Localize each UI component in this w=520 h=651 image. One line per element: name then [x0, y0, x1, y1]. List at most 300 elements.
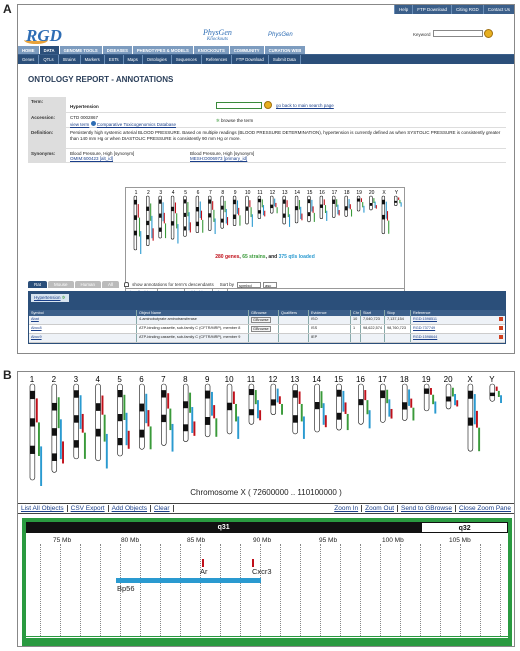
- physgen-logo[interactable]: [203, 28, 232, 42]
- gene-track[interactable]: [163, 202, 164, 221]
- gene-track[interactable]: [386, 390, 388, 403]
- qtl-track[interactable]: [303, 416, 305, 438]
- strain-track[interactable]: [257, 400, 259, 418]
- rgd-logo[interactable]: RGD: [26, 26, 62, 45]
- qtl-track[interactable]: [237, 416, 239, 438]
- gene-track[interactable]: [287, 200, 288, 207]
- chromosome-label: 10: [244, 190, 251, 196]
- strain-track[interactable]: [399, 200, 400, 203]
- remove-icon[interactable]: [499, 335, 503, 339]
- strain-track[interactable]: [387, 211, 388, 220]
- table-row: [29, 316, 505, 325]
- gbrowse-link-text: GBrowse: [253, 318, 269, 322]
- strain-track[interactable]: [213, 405, 215, 418]
- symbol-link[interactable]: [29, 334, 137, 342]
- nav-knockouts[interactable]: KNOCKOUTS: [194, 46, 229, 54]
- qtl-track[interactable]: [401, 202, 402, 206]
- gene-track[interactable]: [311, 200, 312, 212]
- cytoband: [295, 206, 298, 210]
- cytoband: [468, 391, 473, 399]
- synonym-item: Blood Pressure, High [synonym]: [70, 151, 135, 156]
- back-to-search-link[interactable]: go back to main search page: [276, 103, 334, 108]
- gene-track[interactable]: [187, 202, 188, 216]
- table-row: [29, 334, 505, 343]
- caption-box: [31, 294, 69, 302]
- strain-track[interactable]: [410, 399, 412, 408]
- gene-track[interactable]: [211, 392, 213, 416]
- col-evidence[interactable]: Evidence: [309, 310, 351, 316]
- chromosome-ideogram[interactable]: [96, 384, 101, 461]
- synonym-item: Blood Pressure, High [synonym]: [190, 151, 255, 156]
- strain-track[interactable]: [38, 422, 40, 456]
- zoom-pane: [22, 518, 512, 646]
- nav-phenotypes[interactable]: PHENOTYPES & MODELS: [133, 46, 193, 54]
- qtl-track[interactable]: [215, 218, 216, 234]
- csv-export-button[interactable]: CSV Export: [68, 505, 109, 512]
- cytoband: [208, 213, 211, 217]
- search-go-icon[interactable]: [484, 29, 493, 38]
- strain-track[interactable]: [104, 415, 106, 442]
- gene-track[interactable]: [452, 388, 454, 397]
- stop: [385, 325, 411, 333]
- qtl-track[interactable]: [388, 221, 389, 234]
- gene-track[interactable]: [123, 395, 125, 420]
- cytoband: [159, 228, 162, 232]
- qualifiers: [279, 334, 309, 342]
- start-text: 7,040,723: [363, 317, 380, 321]
- col-chr[interactable]: Chr: [353, 311, 360, 315]
- gene-track[interactable]: [386, 202, 387, 219]
- strain-track[interactable]: [375, 202, 376, 208]
- keyword-input[interactable]: [433, 30, 483, 37]
- strain-track[interactable]: [82, 414, 84, 433]
- qtl-track[interactable]: [239, 215, 240, 225]
- gbrowse-link[interactable]: [249, 325, 279, 333]
- gene-track[interactable]: [299, 200, 300, 209]
- qtl-track[interactable]: [202, 220, 203, 233]
- descendants-checkbox[interactable]: [124, 282, 129, 287]
- object-name-text: 4-aminobutyrate aminotransferase: [139, 317, 197, 321]
- gene-track[interactable]: [364, 390, 366, 400]
- chromosome-label: 9: [204, 375, 210, 384]
- qtl-track[interactable]: [376, 205, 377, 209]
- chromosome-ideogram[interactable]: [446, 384, 451, 409]
- qtl-track[interactable]: [128, 431, 130, 449]
- term-search-go-icon[interactable]: [264, 101, 272, 109]
- nav-diseases[interactable]: DISEASES: [103, 46, 132, 54]
- symbol-link[interactable]: [29, 325, 137, 333]
- ctd-link[interactable]: Comparative Toxicogenomics Database: [96, 122, 177, 127]
- qtl-track[interactable]: [153, 228, 154, 240]
- qtl-track[interactable]: [369, 410, 371, 428]
- gene-track[interactable]: [212, 201, 213, 210]
- strain-track[interactable]: [189, 212, 190, 230]
- qtl-track[interactable]: [478, 428, 480, 452]
- grid-line: [300, 544, 301, 636]
- chromosome-label: X: [382, 190, 386, 196]
- cytoband: [249, 409, 254, 415]
- gene-track[interactable]: [342, 391, 344, 412]
- chromosome-label: 10: [224, 375, 234, 384]
- gene-track[interactable]: [167, 393, 169, 408]
- tab-human[interactable]: Human: [75, 281, 102, 288]
- col-start[interactable]: Start: [361, 310, 385, 316]
- qtl-track[interactable]: [289, 214, 290, 227]
- cytoband: [271, 399, 276, 405]
- nav-curation-web[interactable]: CURATION WEB: [265, 46, 306, 54]
- qtl-label-bp56[interactable]: Bp56: [117, 584, 135, 593]
- qtl-track[interactable]: [326, 211, 327, 221]
- citing-link[interactable]: Citing RGD: [451, 5, 483, 14]
- chromosome-ideogram[interactable]: [171, 196, 174, 239]
- strain-track[interactable]: [275, 203, 276, 207]
- nav-home[interactable]: HOME: [18, 46, 39, 54]
- gene-track[interactable]: [277, 389, 279, 403]
- gbrowse-link[interactable]: [249, 316, 279, 324]
- qtl-track[interactable]: [412, 408, 414, 421]
- strain-track[interactable]: [350, 204, 351, 209]
- qtl-track[interactable]: [227, 217, 228, 225]
- gene-track[interactable]: [398, 197, 399, 199]
- definition-row: [28, 128, 506, 149]
- nav-genome-tools[interactable]: GENOME TOOLS: [60, 46, 102, 54]
- help-link[interactable]: Help: [394, 5, 412, 14]
- ruler-tick-label: 105 Mb: [449, 537, 471, 544]
- qtl-track[interactable]: [190, 222, 191, 232]
- col-object-name[interactable]: Object Name: [137, 310, 249, 316]
- strain-track[interactable]: [238, 208, 239, 215]
- loaded-sep-1: ,: [239, 254, 241, 260]
- strain-track[interactable]: [263, 205, 264, 215]
- cytoband: [359, 399, 364, 405]
- ftp-link[interactable]: FTP Download: [412, 5, 451, 14]
- strain-track[interactable]: [432, 395, 434, 404]
- gene-track[interactable]: [373, 198, 374, 203]
- gene-label-cxcr3[interactable]: Cxcr3: [252, 567, 272, 576]
- cytoband: [270, 205, 273, 208]
- qualifiers: [279, 316, 309, 324]
- gene-marker-cxcr3[interactable]: [252, 559, 254, 567]
- ruler-tick-label: 85 Mb: [187, 537, 206, 544]
- cytoband: [96, 403, 101, 411]
- cytoband: [320, 205, 323, 208]
- tab-all[interactable]: All: [102, 281, 119, 288]
- chromosome-ideogram[interactable]: [221, 196, 224, 228]
- strain-track[interactable]: [388, 399, 390, 416]
- chr-text: 1: [353, 326, 356, 330]
- chromosome-label: 5: [117, 375, 122, 384]
- gene-track[interactable]: [324, 199, 325, 205]
- subnav-maps[interactable]: Maps: [124, 55, 143, 64]
- col-gbrowse[interactable]: GBrowse: [249, 310, 279, 316]
- strain-track[interactable]: [454, 394, 456, 405]
- strain-track[interactable]: [139, 218, 140, 237]
- sort-select[interactable]: symbol: [237, 282, 261, 288]
- cytoband: [221, 206, 224, 210]
- subnav-ontologies[interactable]: Ontologies: [143, 55, 172, 64]
- chromosome-ideogram[interactable]: [140, 384, 145, 449]
- subnav-qtls[interactable]: QTLs: [39, 55, 58, 64]
- cytoband: [184, 226, 187, 230]
- cytoband: [161, 390, 166, 397]
- tab-rat[interactable]: Rat: [28, 281, 47, 288]
- term-info: [28, 97, 506, 163]
- accession-label: Accession:: [28, 113, 66, 127]
- cytoband: [171, 221, 174, 225]
- gene-track[interactable]: [233, 391, 235, 403]
- col-symbol[interactable]: Symbol: [29, 310, 137, 316]
- chromosome-ideogram[interactable]: [380, 384, 385, 422]
- cytoband: [30, 418, 35, 426]
- subnav-genes[interactable]: Genes: [18, 55, 39, 64]
- nav-data[interactable]: DATA: [40, 46, 59, 54]
- chromosome-label: 9: [233, 190, 237, 196]
- mb-ruler: [26, 537, 508, 545]
- qtl-track[interactable]: [172, 424, 174, 452]
- strain-track[interactable]: [288, 207, 289, 217]
- browse-term-label: browse the term: [221, 118, 254, 123]
- cytoband: [96, 429, 101, 437]
- gene-track[interactable]: [102, 396, 104, 415]
- grid-line: [360, 544, 361, 636]
- strain-track[interactable]: [345, 402, 347, 414]
- term-search-input[interactable]: [216, 102, 262, 109]
- list-all-objects-button[interactable]: List All Objects: [18, 505, 68, 512]
- gene-label-ar[interactable]: Ar: [200, 567, 208, 576]
- strain-track[interactable]: [147, 410, 149, 426]
- strain-track[interactable]: [191, 407, 193, 433]
- subnav-markers[interactable]: Markers: [81, 55, 105, 64]
- add-objects-button[interactable]: Add Objects: [109, 505, 151, 512]
- cytoband: [382, 215, 385, 220]
- gene-track[interactable]: [175, 202, 176, 213]
- stop-text: 98,760,723: [387, 326, 407, 330]
- omim-link[interactable]: OMIM:600423 [alt_id]: [70, 156, 114, 161]
- cytoband: [161, 415, 166, 422]
- remove-icon[interactable]: [499, 326, 503, 330]
- strain-track[interactable]: [362, 202, 363, 207]
- zoom-scrollbar[interactable]: [26, 637, 508, 643]
- qtl-track[interactable]: [264, 211, 265, 217]
- strain-track[interactable]: [60, 419, 62, 459]
- qtl-track[interactable]: [301, 214, 302, 221]
- species-tabs: [28, 281, 277, 288]
- cytoband: [258, 199, 261, 202]
- strain-track[interactable]: [151, 216, 152, 238]
- gene-marker-ar[interactable]: [202, 559, 204, 567]
- gene-track[interactable]: [299, 391, 301, 403]
- caption-term-link[interactable]: Hypertension: [34, 295, 61, 300]
- qualifiers: [279, 325, 309, 333]
- qtl-track[interactable]: [215, 418, 217, 436]
- table-row: [29, 325, 505, 334]
- gene-track[interactable]: [225, 201, 226, 212]
- strain-track[interactable]: [126, 413, 128, 445]
- gene-track[interactable]: [80, 395, 82, 429]
- chromosome-label: 17: [331, 190, 338, 196]
- cytoband: [337, 413, 342, 420]
- gene-track[interactable]: [361, 198, 362, 202]
- report-title: ONTOLOGY REPORT - ANNOTATIONS: [28, 75, 174, 84]
- qtl-track[interactable]: [62, 441, 64, 463]
- chromosome-ideogram[interactable]: [271, 384, 276, 415]
- gene-track[interactable]: [408, 389, 410, 405]
- strain-track[interactable]: [323, 403, 325, 425]
- gene-track[interactable]: [237, 200, 238, 213]
- ruler-tick-label: 75 Mb: [53, 537, 72, 544]
- cytoband: [184, 199, 187, 203]
- qtl-track[interactable]: [140, 231, 141, 254]
- gene-track[interactable]: [349, 199, 350, 208]
- qtl-track[interactable]: [259, 410, 261, 420]
- qtl-track[interactable]: [193, 421, 195, 435]
- strain-track[interactable]: [235, 404, 237, 421]
- qtl-track[interactable]: [363, 206, 364, 213]
- gene-track[interactable]: [274, 199, 275, 207]
- qtl-track[interactable]: [314, 213, 315, 222]
- subnav-references[interactable]: References: [202, 55, 232, 64]
- reference-link[interactable]: RGD:737749: [413, 326, 436, 330]
- karyotype-overview-svg[interactable]: [126, 188, 406, 254]
- qtl-track[interactable]: [150, 426, 152, 449]
- gene-track[interactable]: [189, 393, 191, 413]
- gene-track[interactable]: [496, 387, 498, 391]
- chromosome-ideogram[interactable]: [196, 196, 199, 233]
- gene-track[interactable]: [249, 200, 250, 207]
- mesh-link[interactable]: MESH:D006973 [primary_id]: [190, 156, 248, 161]
- clear-button[interactable]: Clear: [151, 505, 174, 512]
- qtl-track[interactable]: [252, 214, 253, 227]
- cytoband: [134, 215, 137, 220]
- gene-track[interactable]: [430, 388, 432, 395]
- qtl-track[interactable]: [325, 415, 327, 427]
- reference-link[interactable]: RGD:1598644: [413, 335, 438, 339]
- gene-track[interactable]: [36, 398, 38, 422]
- grid-line: [500, 544, 501, 636]
- gene-track[interactable]: [58, 397, 60, 428]
- subnav-ests[interactable]: ESTs: [105, 55, 124, 64]
- stop: [385, 334, 411, 342]
- col-stop[interactable]: Stop: [385, 310, 411, 316]
- qtl-track[interactable]: [351, 209, 352, 216]
- physgen-logo-small[interactable]: PhysGen: [268, 32, 293, 38]
- gene-track[interactable]: [474, 394, 476, 424]
- strain-track[interactable]: [279, 396, 281, 404]
- gene-track[interactable]: [336, 199, 337, 207]
- contact-link[interactable]: Contact Us: [483, 5, 514, 14]
- qtl-track[interactable]: [391, 409, 393, 419]
- strain-track[interactable]: [300, 207, 301, 219]
- qtl-track[interactable]: [500, 395, 502, 403]
- gene-track[interactable]: [150, 203, 151, 220]
- subnav-submit[interactable]: Submit Data: [269, 55, 301, 64]
- qtl-track[interactable]: [165, 223, 166, 238]
- cytoband: [140, 430, 145, 438]
- strain-track[interactable]: [251, 207, 252, 217]
- zoom-out-button[interactable]: Zoom Out: [362, 505, 398, 512]
- strain-track[interactable]: [169, 409, 171, 431]
- qtl-track[interactable]: [347, 414, 349, 430]
- col-qualifiers[interactable]: Qualifiers: [279, 310, 309, 316]
- subnav-sequences[interactable]: Sequences: [172, 55, 202, 64]
- strain-track[interactable]: [213, 210, 214, 222]
- gene-track[interactable]: [200, 202, 201, 219]
- browse-term[interactable]: [216, 118, 253, 124]
- nav-community[interactable]: COMMUNITY: [230, 46, 264, 54]
- chromosome-ideogram[interactable]: [424, 384, 429, 411]
- qtl-track[interactable]: [281, 404, 283, 415]
- cytoband: [134, 200, 137, 205]
- cytoband: [283, 214, 286, 218]
- strain-track[interactable]: [498, 391, 500, 397]
- subnav-ftp[interactable]: FTP Download: [232, 55, 269, 64]
- karyotype-detail-svg[interactable]: [18, 372, 515, 486]
- strain-track[interactable]: [366, 400, 368, 414]
- qtl-track[interactable]: [40, 446, 42, 486]
- strain-track[interactable]: [476, 411, 478, 428]
- evidence-text: ISS: [311, 326, 318, 330]
- qtl-track[interactable]: [434, 401, 436, 413]
- synonyms-list: [66, 149, 506, 162]
- chromosome-ideogram[interactable]: [357, 196, 360, 211]
- gene-track[interactable]: [255, 390, 257, 404]
- cytoband: [332, 200, 335, 204]
- cytoband: [357, 199, 360, 202]
- close-zoom-pane-button[interactable]: Close Zoom Pane: [458, 505, 511, 512]
- chromosome-ideogram[interactable]: [332, 196, 335, 218]
- qtl-track[interactable]: [339, 210, 340, 215]
- strain-track[interactable]: [164, 213, 165, 224]
- qtl-track[interactable]: [106, 434, 108, 469]
- strain-track[interactable]: [201, 211, 202, 220]
- send-to-gbrowse-button[interactable]: Send to GBrowse: [398, 505, 456, 512]
- gene-track[interactable]: [145, 394, 147, 423]
- col-reference[interactable]: Reference: [413, 311, 431, 315]
- qtl-track[interactable]: [84, 433, 86, 459]
- cytoband: [52, 428, 57, 436]
- strain-track[interactable]: [176, 213, 177, 228]
- tab-mouse[interactable]: Mouse: [48, 281, 74, 288]
- gbrowse-link[interactable]: [249, 334, 279, 342]
- remove-icon[interactable]: [499, 317, 503, 321]
- strain-track[interactable]: [226, 209, 227, 224]
- subnav-strains[interactable]: Strains: [59, 55, 81, 64]
- reference-link[interactable]: RGD:1598511: [413, 317, 437, 321]
- gene-track[interactable]: [321, 391, 323, 408]
- band-q31: q31: [26, 522, 421, 533]
- chromosome-ideogram[interactable]: [402, 384, 407, 420]
- strain-track[interactable]: [313, 206, 314, 212]
- qtl-track[interactable]: [277, 207, 278, 213]
- strain-track[interactable]: [301, 404, 303, 421]
- cytoband: [205, 417, 210, 425]
- cytoband: [233, 215, 236, 219]
- cytoband: [74, 390, 79, 397]
- chromosome-ideogram[interactable]: [183, 384, 188, 442]
- gene-track[interactable]: [138, 204, 139, 218]
- qtl-track[interactable]: [456, 400, 458, 406]
- qtl-track[interactable]: [177, 224, 178, 243]
- gene-track[interactable]: [262, 199, 263, 207]
- order-select[interactable]: asc: [263, 282, 277, 288]
- qtl-bar-bp56[interactable]: [116, 578, 261, 583]
- strain-track[interactable]: [325, 205, 326, 213]
- cytoband: [424, 388, 429, 393]
- view-term-link[interactable]: view term: [70, 122, 90, 127]
- strain-track[interactable]: [337, 205, 338, 215]
- symbol-link[interactable]: [29, 316, 137, 324]
- zoom-in-button[interactable]: Zoom In: [331, 505, 362, 512]
